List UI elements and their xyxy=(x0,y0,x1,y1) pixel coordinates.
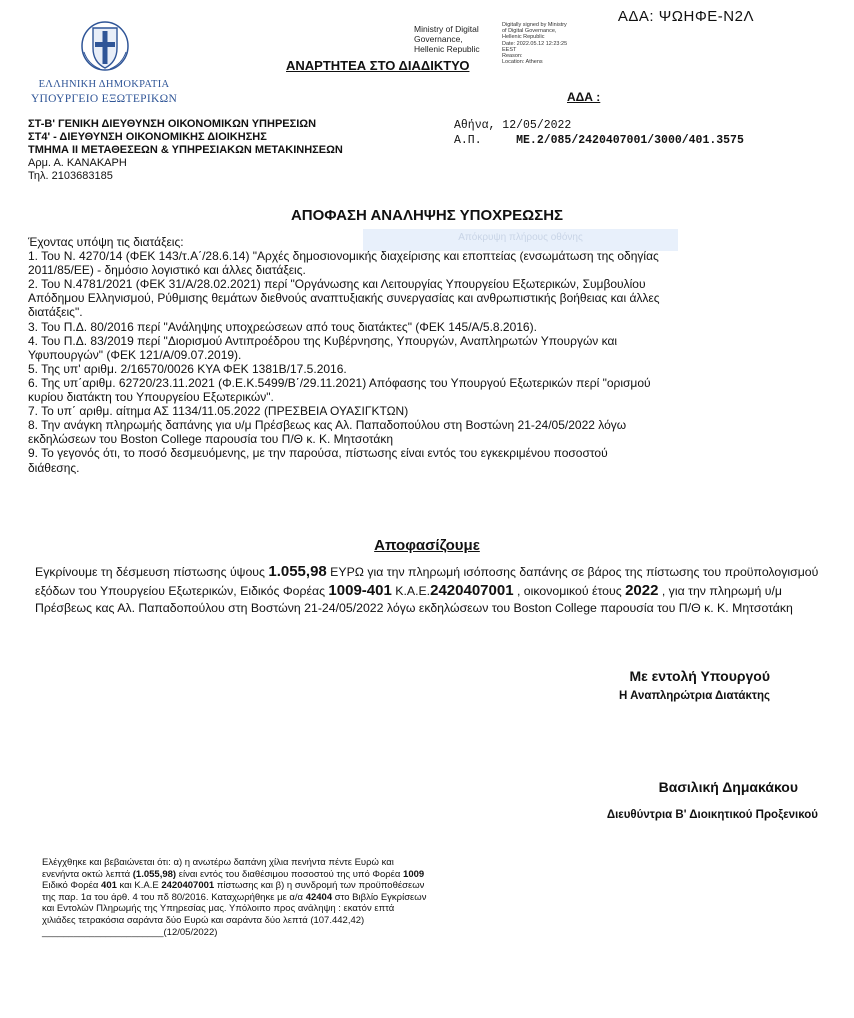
consideration-line: 3. Του Π.Δ. 80/2016 περί "Ανάληψης υποχρεώσεων από τους διατάκτες" (ΦΕΚ 145/Α/5.8.2016). xyxy=(28,319,537,334)
consideration-line: 8. Την ανάγκη πληρωμής δαπάνης για υ/μ Πρέσβεως κας Αλ. Παπαδοπούλου στη Βοστώνη 21-24/05/2022 λόγω xyxy=(28,418,627,433)
consideration-line: 2011/85/ΕΕ) - δημόσιο λογιστικό και άλλες διατάξεις. xyxy=(28,263,306,278)
order-line: Με εντολή Υπουργού xyxy=(629,668,770,684)
digital-signature-details: Digitally signed by Ministry of Digital Governance, Hellenic Republic Date: 2022.05.12 12:23:25 EEST Reason: Location: Athens xyxy=(502,22,568,66)
sender-line: ΣΤ-Β' ΓΕΝΙΚΗ ΔΙΕΥΘΥΝΣΗ ΟΙΚΟΝΟΜΙΚΩΝ ΥΠΗΡΕΣΙΩΝ xyxy=(28,118,317,130)
consideration-line: 5. Της υπ' αριθμ. 2/16570/0026 ΚΥΑ ΦΕΚ 1381Β/17.5.2016. xyxy=(28,361,347,376)
decision-heading: Αποφασίζουμε xyxy=(374,537,480,554)
fiscal-year: 2022 xyxy=(625,581,659,599)
place-date: Αθήνα, 12/05/2022 xyxy=(454,119,572,132)
verification-date-line: _______________________(12/05/2022) xyxy=(42,926,218,938)
posting-note: ΑΝΑΡΤΗΤΕΑ ΣΤΟ ΔΙΑΔΙΚΤΥΟ xyxy=(286,58,470,73)
authority-line: Η Αναπληρώτρια Διατάκτης xyxy=(619,690,770,702)
consideration-line: 2. Του Ν.4781/2021 (ΦΕΚ 31/Α/28.02.2021) περί "Οργάνωσης και Λειτουργίας Υπουργείου Εξωτερικών, Συμβουλίου xyxy=(28,277,646,292)
protocol-number: Α.Π. ΜΕ.2/085/2420407001/3000/401.3575 xyxy=(454,134,744,147)
consideration-line: 7. Το υπ΄ αριθμ. αίτημα ΑΣ 1134/11.05.2022 (ΠΡΕΣΒΕΙΑ ΟΥΑΣΙΓΚΤΩΝ) xyxy=(28,404,409,419)
consideration-line: 6. Της υπ΄αριθμ. 62720/23.11.2021 (Φ.Ε.Κ.5499/Β΄/29.11.2021) Απόφασης του Υπουργού Εξωτερικών περί "ορισμού xyxy=(28,375,651,390)
ada-code-top: ΑΔΑ: ΨΩΗΦΕ-Ν2Λ xyxy=(617,8,754,25)
digital-signature-label: Ministry of Digital Governance, Hellenic Republic xyxy=(414,24,480,54)
sender-line: Αρμ. Α. ΚΑΝΑΚΑΡΗ xyxy=(28,157,127,169)
consideration-line: κυρίου διατάκτη του Υπουργείου Εξωτερικών". xyxy=(28,390,274,405)
document-title: ΑΠΟΦΑΣΗ ΑΝΑΛΗΨΗΣ ΥΠΟΧΡΕΩΣΗΣ xyxy=(290,207,564,224)
sender-line: Τηλ. 2103683185 xyxy=(28,170,113,182)
consideration-line: εκδηλώσεων του Boston College παρουσία του Π/Θ κ. Κ. Μητσοτάκη xyxy=(28,432,393,447)
consideration-line: Υφυπουργών" (ΦΕΚ 121/Α/09.07.2019). xyxy=(28,347,242,362)
considerations-list xyxy=(28,235,833,475)
consideration-line: Έχοντας υπόψη τις διατάξεις: xyxy=(28,235,184,249)
signatory-title: Διευθύντρια Β' Διοικητικού Προξενικού xyxy=(606,809,818,821)
special-body-code: 1009-401 xyxy=(328,581,392,599)
verification-note: Ελέγχθηκε και βεβαιώνεται ότι: α) η ανωτέρω δαπάνη χίλια πενήντα πέντε Ευρώ και ενενήντα οκτώ λεπτά (1.055,98) είναι εντός του διαθέσιμου ποσοστού της υπό Φορέα 1009 Ειδικό Φορέα 401 και Κ.Α.Ε 2420407001 πίστωσης και β) η συνδρομή των προϋποθέσεων της παρ. 1α του άρθ. 4 του πδ 80/2016. Καταχωρήθηκε με α/α 42404 στο Βιβλίο Εγκρίσεων και Εντολών Πληρωμής της Υπηρεσίας μας. Υπόλοιπο προς ανάληψη : εκατόν επτά χιλιάδες τετρακόσια σαράντα δύο Ευρώ και σαράντα δύο λεπτά (107.442,42) _______________________(12/05/2022) xyxy=(42,857,427,938)
consideration-line: διάθεσης. xyxy=(28,460,80,475)
sender-line: ΣΤ4' - ΔΙΕΥΘΥΝΣΗ ΟΙΚΟΝΟΜΙΚΗΣ ΔΙΟΙΚΗΣΗΣ xyxy=(28,131,267,143)
decision-paragraph: Εγκρίνουμε τη δέσμευση πίστωσης ύψους 1.055,98 ΕΥΡΩ για την πληρωμή ισόποσης δαπάνης σε βάρος της πίστωσης του προϋπολογισμού εξόδων του Υπουργείου Εξωτερικών, Ειδικός Φορέας 1009-401 Κ.Α.Ε.2420407001 , οικονομικού έτους 2022 , για την πληρωμή υ/μ Πρέσβεως κας Αλ. Παπαδοπούλου στη Βοστώνη 21-24/05/2022 λόγω εκδηλώσεων του Boston College παρουσία του Π/Θ κ. Κ. Μητσοτάκη xyxy=(35,563,819,615)
signatory-name: Βασιλική Δημακάκου xyxy=(658,779,798,795)
ministry-name: ΥΠΟΥΡΓΕΙΟ ΕΞΩΤΕΡΙΚΩΝ xyxy=(30,93,178,105)
consideration-line: διατάξεις". xyxy=(28,305,83,320)
consideration-line: Απόδημου Ελληνισμού, Ρύθμισης θεμάτων διεθνούς αναπτυξιακής συνεργασίας και ανθρωπιστικής βοήθειας και άλλες xyxy=(28,291,660,306)
consideration-line: 9. Το γεγονός ότι, το ποσό δεσμευόμενης, με την παρούσα, πίστωσης είναι εντός του εγκεκριμένου ποσοστού xyxy=(28,446,608,461)
republic-name: ΕΛΛΗΝΙΚΗ ΔΗΜΟΚΡΑΤΙΑ xyxy=(38,79,170,90)
sender-block xyxy=(28,118,343,183)
exit-fullscreen-label[interactable]: Απόκρυψη πλήρους οθόνης xyxy=(458,232,583,243)
sender-line: ΤΜΗΜΑ ΙΙ ΜΕΤΑΘΕΣΕΩΝ & ΥΠΗΡΕΣΙΑΚΩΝ ΜΕΤΑΚΙΝΗΣΕΩΝ xyxy=(28,144,343,156)
kae-code: 2420407001 xyxy=(430,581,514,599)
date-block xyxy=(454,118,744,148)
consideration-line: 1. Του Ν. 4270/14 (ΦΕΚ 143/τ.Α΄/28.6.14) "Αρχές δημοσιονομικής διαχείρισης και εποπτείας (ενσωμάτωση της οδηγίας xyxy=(28,249,659,264)
amount: 1.055,98 xyxy=(268,563,327,580)
ministry-logo-text xyxy=(14,78,194,106)
greek-coat-of-arms-icon xyxy=(78,18,132,72)
ada-label: ΑΔΑ : xyxy=(567,90,601,104)
consideration-line: 4. Του Π.Δ. 83/2019 περί "Διορισμού Αντιπροέδρου της Κυβέρνησης, Υπουργών, Αναπληρωτών Υπουργών και xyxy=(28,333,618,348)
